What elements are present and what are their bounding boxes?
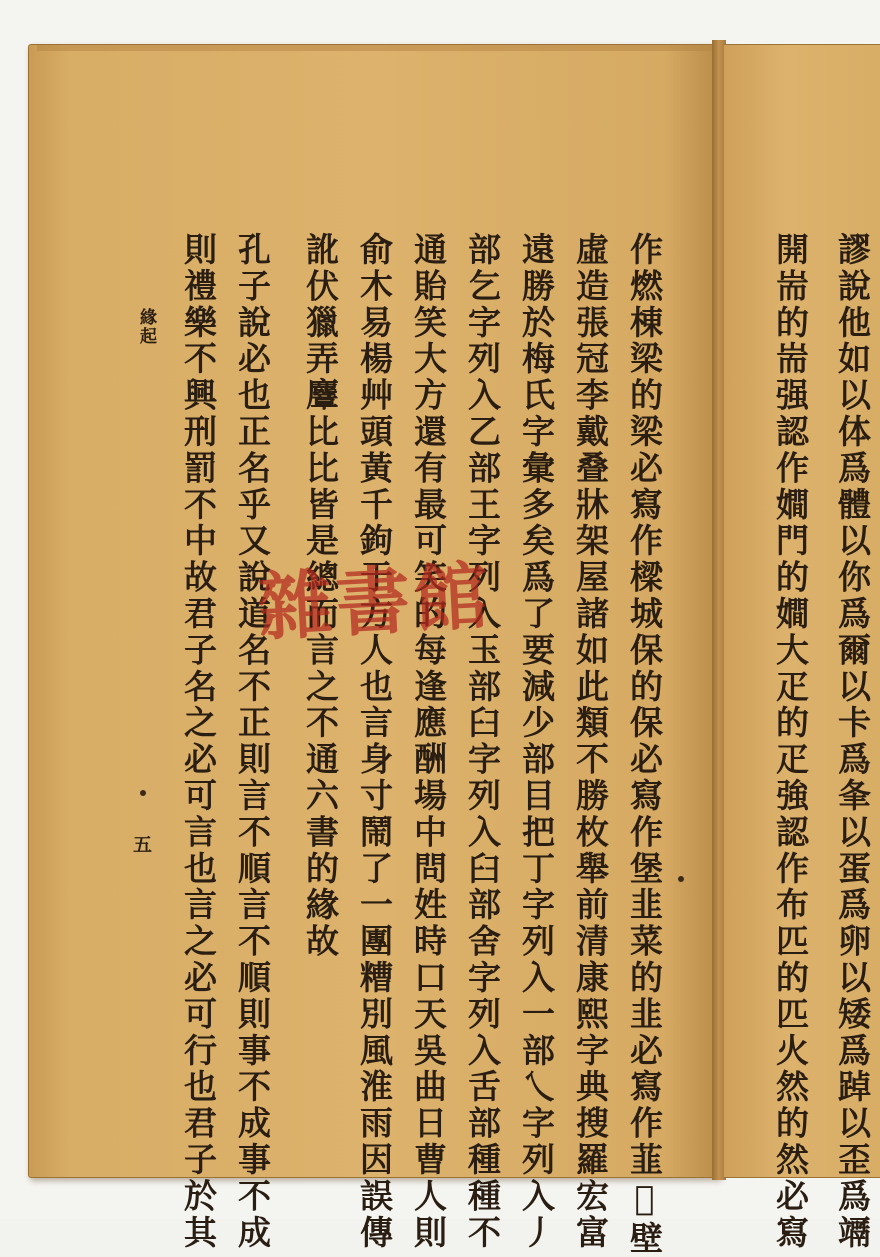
left-text-column-3: 遠勝於梅氏字彙多矣爲了要減少部目把丁字列入一部乀字列入丿 bbox=[517, 232, 556, 1252]
left-text-column-7: 訛伏獵弄麞比比皆是總而言之不通六書的緣故 bbox=[301, 232, 340, 960]
page-number: 五 bbox=[133, 834, 153, 856]
left-text-column-8: 孔子說必也正名乎又說道名不正則言不順言不順則事不成事不成 bbox=[233, 232, 272, 1252]
left-text-column-2: 虛造張冠李戴叠牀架屋諸如此類不勝枚舉前清康熙字典搜羅宏富 bbox=[571, 232, 610, 1252]
left-text-column-9: 則禮樂不興刑罰不中故君子名之必可言也言之必可行也君子於其 bbox=[179, 232, 218, 1252]
margin-dot bbox=[678, 876, 684, 882]
running-header: 緣起 bbox=[136, 308, 156, 346]
left-text-column-5: 通貽笑大方還有最可笑的每逢應酬場中問姓時口天吳曲日曹人則 bbox=[409, 232, 448, 1252]
left-text-column-4: 部乞字列入乙部王字列入玉部臼字列入臼部舍字列入舌部種種不 bbox=[463, 232, 502, 1252]
left-text-column-1: 作燃棟梁的梁必寫作樑城保的保必寫作堡韭菜的韭必寫作韮𦵔壁 bbox=[625, 232, 664, 1257]
right-text-column-2: 開耑的耑强認作𡢃門的𡢃大疋的疋強認作布匹的匹火然的然必寫 bbox=[771, 232, 810, 1252]
library-stamp: 雜書館 bbox=[255, 553, 495, 652]
right-text-column-1: 謬說他如以体爲體以你爲爾以卡爲夆以蛋爲卵以矮爲踔以歪爲竵 bbox=[833, 232, 872, 1252]
left-text-column-6: 俞木易楊艸頭黃千鉤于方人也言身寸鬧了一團糟別風淮雨因誤傳 bbox=[355, 232, 394, 1252]
margin-dot bbox=[140, 790, 146, 796]
